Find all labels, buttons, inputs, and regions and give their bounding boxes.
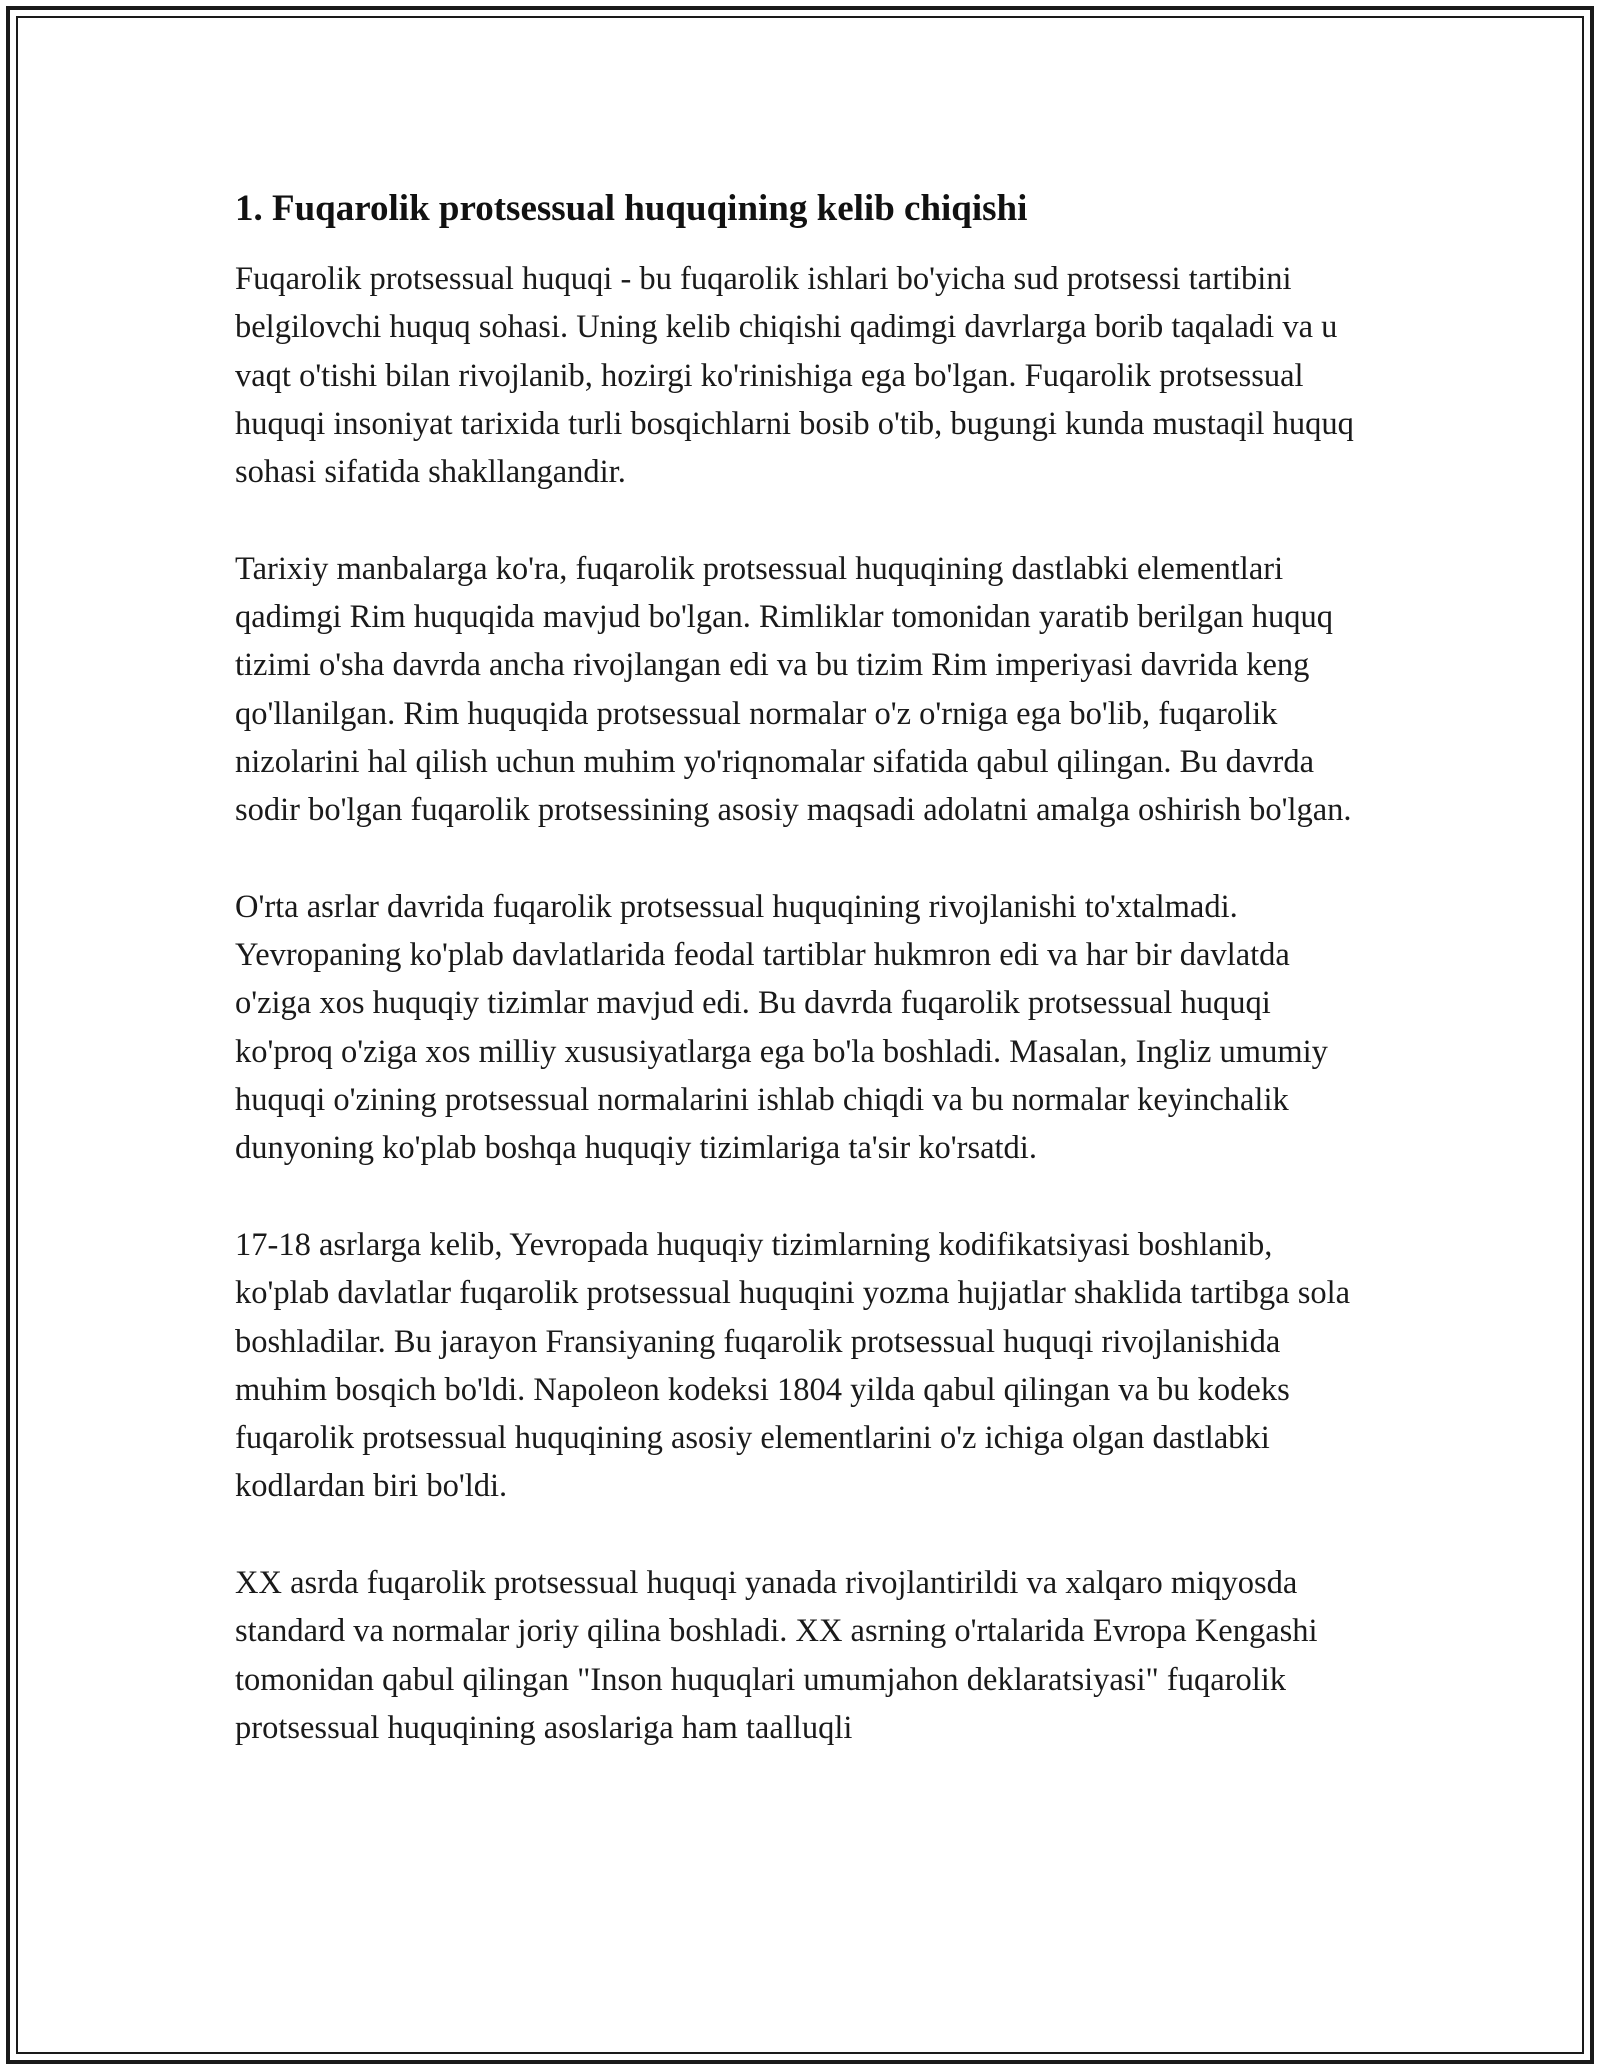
document-body (235, 185, 1365, 1752)
paragraph-3: O'rta asrlar davrida fuqarolik protsessual huquqining rivojlanishi to'xtalmadi. Yevropaning ko'plab davlatlarida feodal tartiblar hukmron edi va har bir davlatda o'ziga xos huquqiy tizimlar mavjud edi. Bu davrda fuqarolik protsessual huquqi ko'proq o'ziga xos milliy xususiyatlarga ega bo'la boshladi. Masalan, Ingliz umumiy huquqi o'zining protsessual normalarini ishlab chiqdi va bu normalar keyinchalik dunyoning ko'plab boshqa huquqiy tizimlariga ta'sir ko'rsatdi. (235, 888, 1328, 1167)
paragraph-5: XX asrda fuqarolik protsessual huquqi yanada rivojlantirildi va xalqaro miqyosda standard va normalar joriy qilina boshladi. XX asrning o'rtalarida Evropa Kengashi tomonidan qabul qilingan "Inson huquqlari umumjahon deklaratsiyasi" fuqarolik protsessual huquqining asoslariga ham taalluqli (235, 1565, 1318, 1746)
paragraph-2: Tarixiy manbalarga ko'ra, fuqarolik protsessual huquqining dastlabki elementlari qadimgi Rim huquqida mavjud bo'lgan. Rimliklar tomonidan yaratib berilgan huquq tizimi o'sha davrda ancha rivojlangan edi va bu tizim Rim imperiyasi davrida keng qo'llanilgan. Rim huquqida protsessual normalar o'z o'rniga ega bo'lib, fuqarolik nizolarini hal qilish uchun muhim yo'riqnomalar sifatida qabul qilingan. Bu davrda sodir bo'lgan fuqarolik protsessining asosiy maqsadi adolatni amalga oshirish bo'lgan. (235, 550, 1352, 829)
paragraph-4: 17-18 asrlarga kelib, Yevropada huquqiy tizimlarning kodifikatsiyasi boshlanib, ko'plab davlatlar fuqarolik protsessual huquqini yozma hujjatlar shaklida tartibga sola boshladilar. Bu jarayon Fransiyaning fuqarolik protsessual huquqi rivojlanishida muhim bosqich bo'ldi. Napoleon kodeksi 1804 yilda qabul qilingan va bu kodeks fuqarolik protsessual huquqining asosiy elementlarini o'z ichiga olgan dastlabki kodlardan biri bo'ldi. (235, 1226, 1351, 1505)
section-heading: 1. Fuqarolik protsessual huquqining kelib chiqishi (235, 188, 1028, 229)
paragraph-1: Fuqarolik protsessual huquqi - bu fuqarolik ishlari bo'yicha sud protsessi tartibini belgilovchi huquq sohasi. Uning kelib chiqishi qadimgi davrlarga borib taqaladi va u vaqt o'tishi bilan rivojlanib, hozirgi ko'rinishiga ega bo'lgan. Fuqarolik protsessual huquqi insoniyat tarixida turli bosqichlarni bosib o'tib, bugungi kunda mustaqil huquq sohasi sifatida shakllangandir. (235, 261, 1354, 491)
